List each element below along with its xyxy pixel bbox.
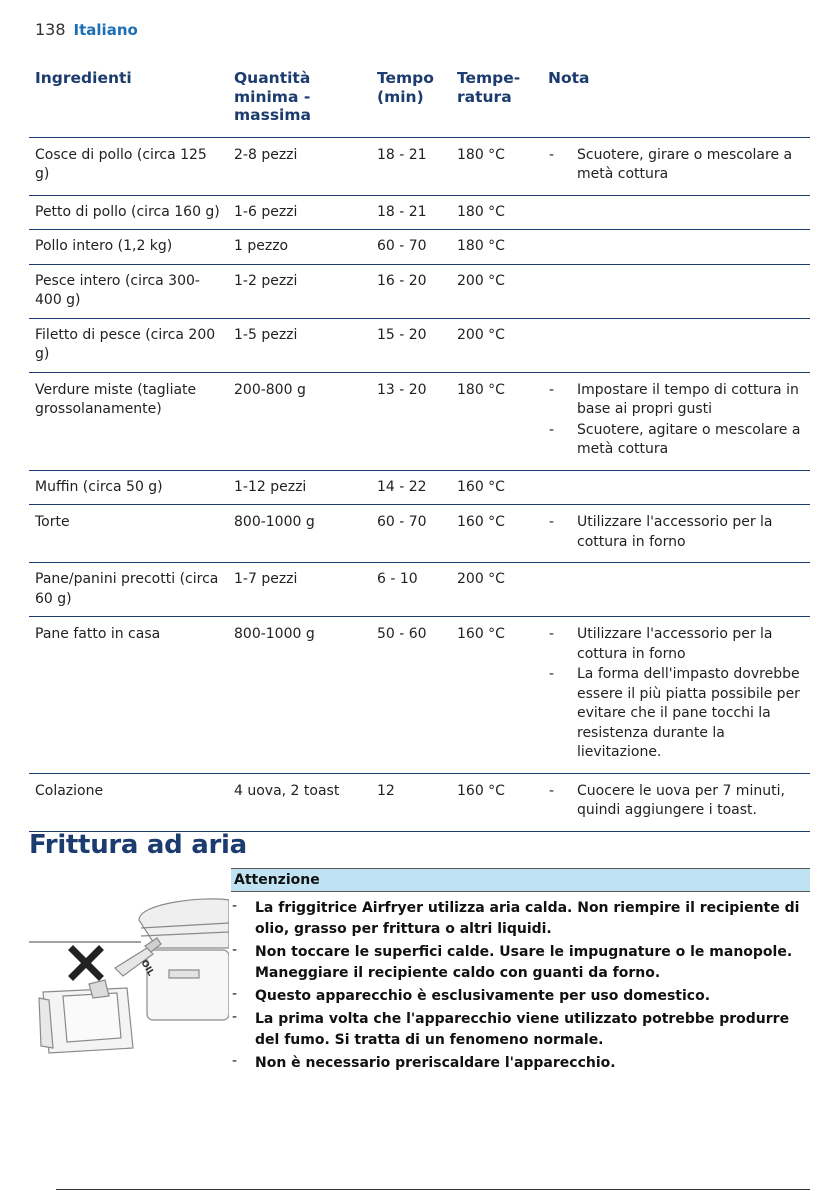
table-row [29, 230, 810, 265]
page-number: 138 [35, 20, 66, 39]
notes-cell [542, 137, 810, 195]
time-cell: 16 - 20 [371, 264, 451, 318]
table-row [29, 372, 810, 470]
time-cell: 60 - 70 [371, 505, 451, 563]
notes-cell [542, 773, 810, 831]
time-cell: 18 - 21 [371, 195, 451, 230]
quantity-cell: 1-12 pezzi [228, 470, 371, 505]
time-cell: 13 - 20 [371, 372, 451, 470]
col-header-time: Tempo (min) [371, 64, 451, 137]
col-header-temperature: Tempe- ratura [451, 64, 542, 137]
airfryer-illustration [29, 888, 229, 1068]
notes-list [548, 782, 804, 821]
temperature-cell: 200 °C [451, 264, 542, 318]
table-row [29, 470, 810, 505]
time-cell: 60 - 70 [371, 230, 451, 265]
ingredient-cell: Pane fatto in casa [29, 617, 228, 774]
col-header-notes: Nota [542, 64, 810, 137]
time-cell: 14 - 22 [371, 470, 451, 505]
notes-cell [542, 563, 810, 617]
table-row [29, 563, 810, 617]
warning-item: - La friggitrice Airfryer utilizza aria calda. Non riempire il recipiente di olio, grasso per frittura o altri liquidi. [231, 898, 810, 940]
cooking-table [29, 64, 810, 832]
col-header-quantity: Quantità minima - massima [228, 64, 371, 137]
notes-list [548, 381, 804, 460]
quantity-cell: 800-1000 g [228, 505, 371, 563]
quantity-cell: 1-2 pezzi [228, 264, 371, 318]
quantity-cell: 800-1000 g [228, 617, 371, 774]
warning-box [231, 868, 810, 1076]
warning-item: - La prima volta che l'apparecchio viene utilizzato potrebbe produrre del fumo. Si tratta di un fenomeno normale. [231, 1009, 810, 1051]
page-header [35, 20, 138, 39]
quantity-cell: 1-5 pezzi [228, 318, 371, 372]
notes-cell [542, 372, 810, 470]
table-row [29, 137, 810, 195]
notes-list [548, 513, 804, 552]
table-header-row [29, 64, 810, 137]
prohibited-x-icon [73, 950, 99, 976]
quantity-cell: 1-7 pezzi [228, 563, 371, 617]
temperature-cell: 160 °C [451, 470, 542, 505]
temperature-cell: 180 °C [451, 372, 542, 470]
ingredient-cell: Pesce intero (circa 300-400 g) [29, 264, 228, 318]
language-label: Italiano [73, 21, 138, 39]
note-item: - Scuotere, girare o mescolare a metà cottura [548, 146, 804, 185]
temperature-cell: 200 °C [451, 563, 542, 617]
quantity-cell: 1 pezzo [228, 230, 371, 265]
notes-cell [542, 195, 810, 230]
notes-cell [542, 505, 810, 563]
warning-item: - Non è necessario preriscaldare l'apparecchio. [231, 1053, 810, 1074]
temperature-cell: 160 °C [451, 505, 542, 563]
quantity-cell: 1-6 pezzi [228, 195, 371, 230]
ingredient-cell: Verdure miste (tagliate grossolanamente) [29, 372, 228, 470]
col-header-ingredients: Ingredienti [29, 64, 228, 137]
table-row [29, 318, 810, 372]
quantity-cell: 200-800 g [228, 372, 371, 470]
note-item: - Utilizzare l'accessorio per la cottura in forno [548, 625, 804, 664]
notes-cell [542, 318, 810, 372]
ingredient-cell: Petto di pollo (circa 160 g) [29, 195, 228, 230]
ingredient-cell: Pane/panini precotti (circa 60 g) [29, 563, 228, 617]
section-title: Frittura ad aria [29, 830, 247, 860]
notes-cell [542, 264, 810, 318]
warning-list [231, 898, 810, 1074]
notes-list [548, 146, 804, 185]
ingredient-cell: Torte [29, 505, 228, 563]
temperature-cell: 180 °C [451, 230, 542, 265]
time-cell: 50 - 60 [371, 617, 451, 774]
notes-list [548, 625, 804, 763]
ingredient-cell: Pollo intero (1,2 kg) [29, 230, 228, 265]
table-row [29, 617, 810, 774]
time-cell: 12 [371, 773, 451, 831]
note-item: - La forma dell'impasto dovrebbe essere il più piatta possibile per evitare che il pane tocchi la resistenza durante la lievitazione. [548, 665, 804, 763]
ingredient-cell: Cosce di pollo (circa 125 g) [29, 137, 228, 195]
table-row [29, 264, 810, 318]
temperature-cell: 180 °C [451, 137, 542, 195]
temperature-cell: 200 °C [451, 318, 542, 372]
notes-cell [542, 470, 810, 505]
warning-item: - Non toccare le superfici calde. Usare le impugnature o le manopole. Maneggiare il recipiente caldo con guanti da forno. [231, 942, 810, 984]
temperature-cell: 180 °C [451, 195, 542, 230]
notes-cell [542, 617, 810, 774]
time-cell: 15 - 20 [371, 318, 451, 372]
temperature-cell: 160 °C [451, 773, 542, 831]
note-item: - Cuocere le uova per 7 minuti, quindi aggiungere i toast. [548, 782, 804, 821]
ingredient-cell: Filetto di pesce (circa 200 g) [29, 318, 228, 372]
ingredient-cell: Colazione [29, 773, 228, 831]
time-cell: 18 - 21 [371, 137, 451, 195]
table-row [29, 195, 810, 230]
time-cell: 6 - 10 [371, 563, 451, 617]
quantity-cell: 2-8 pezzi [228, 137, 371, 195]
ingredient-cell: Muffin (circa 50 g) [29, 470, 228, 505]
table-row [29, 505, 810, 563]
notes-cell [542, 230, 810, 265]
table-row [29, 773, 810, 831]
bottle-label: OIL [138, 958, 156, 978]
note-item: - Impostare il tempo di cottura in base ai propri gusti [548, 381, 804, 420]
footer-divider [56, 1189, 810, 1190]
note-item: - Scuotere, agitare o mescolare a metà cottura [548, 421, 804, 460]
temperature-cell: 160 °C [451, 617, 542, 774]
warning-item: - Questo apparecchio è esclusivamente per uso domestico. [231, 986, 810, 1007]
note-item: - Utilizzare l'accessorio per la cottura in forno [548, 513, 804, 552]
quantity-cell: 4 uova, 2 toast [228, 773, 371, 831]
warning-heading: Attenzione [231, 868, 810, 892]
